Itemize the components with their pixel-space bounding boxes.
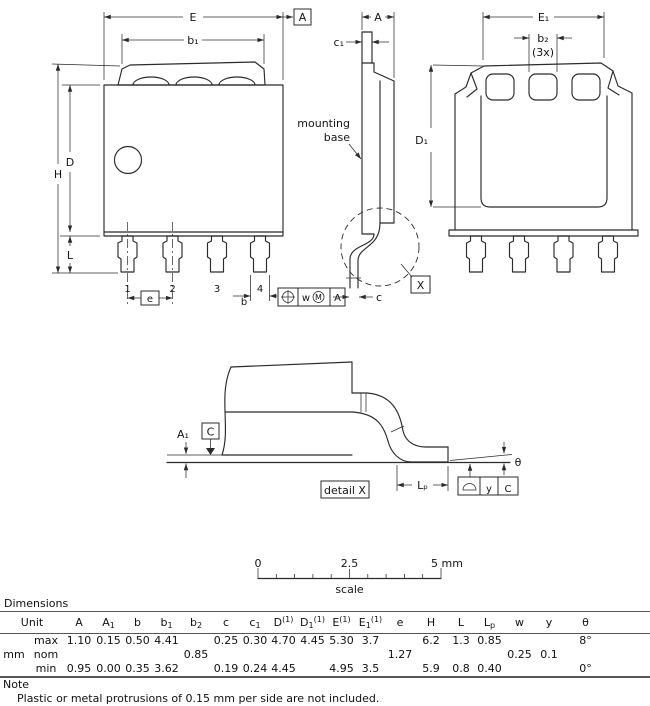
- back-view: [449, 11, 638, 272]
- dim-c1-label: c₁: [333, 36, 344, 49]
- detail-lead-top: [352, 393, 448, 447]
- dimension-b1: [122, 34, 264, 64]
- dim-b1-label: b₁: [187, 34, 199, 47]
- dim-value: 3.62: [154, 662, 179, 675]
- front-view: [52, 9, 345, 308]
- tolerance-datum-c-label: C: [504, 484, 512, 495]
- dimension-E: [104, 9, 311, 80]
- dim-value: 0.85: [477, 634, 502, 647]
- tab-bump: [176, 77, 212, 85]
- dimensions-section-label: Dimensions: [4, 597, 69, 610]
- col-header-c1: $c_1$: [241, 612, 269, 634]
- dim-value: [447, 648, 475, 662]
- dim-value: 0.1: [540, 648, 558, 661]
- dim-value: [298, 662, 327, 677]
- datum-C-symbol: [202, 423, 219, 455]
- row-label: min: [35, 662, 57, 675]
- spacer-cell: [608, 634, 650, 649]
- row-label: nom: [33, 648, 59, 661]
- scale-bar: [255, 557, 463, 596]
- dim-value: [563, 648, 608, 662]
- dim-value: 0.35: [125, 662, 150, 675]
- unit-cell: mm: [3, 648, 25, 661]
- dim-value: [298, 648, 327, 662]
- col-header-b1: $b_1$: [152, 612, 181, 634]
- col-header-D1: $D_1^{(1)}$: [298, 612, 327, 634]
- pin-4: [251, 236, 270, 272]
- position-symbol: [281, 290, 295, 304]
- col-header-E1: $E_1^{(1)}$: [356, 612, 385, 634]
- scale-label: scale: [335, 583, 364, 596]
- dim-value: 0.15: [96, 634, 121, 647]
- mmc-m-label: M: [315, 293, 322, 302]
- col-header-spacer: [608, 612, 650, 634]
- dimensions-table: [0, 611, 650, 678]
- col-header-c: c: [211, 612, 241, 634]
- tab-hole-2: [529, 74, 557, 100]
- dim-E-label: E: [189, 11, 197, 24]
- dim-value: [535, 634, 563, 649]
- tab-wing-left: [467, 73, 477, 97]
- tolerance-datum-label: A: [334, 293, 341, 304]
- dimension-c1: [334, 36, 389, 49]
- pin-number-1: 1: [124, 284, 131, 295]
- dim-b-label: b: [240, 297, 248, 308]
- dim-value: 1.10: [66, 634, 92, 647]
- tolerance-w-label: w: [301, 293, 311, 304]
- dim-value: [152, 648, 181, 662]
- dim-value: 0.40: [477, 662, 502, 675]
- dimension-theta: [450, 442, 522, 475]
- datum-C-label: C: [206, 425, 215, 439]
- dim-value: 0.25: [213, 634, 239, 647]
- dimension-L: [67, 236, 74, 273]
- dim-value: 3.5: [361, 662, 380, 675]
- dim-value: [475, 648, 504, 662]
- col-header-A1: $A_1$: [94, 612, 123, 634]
- dim-b2-count: (3x): [531, 46, 555, 59]
- note-block: [3, 678, 379, 705]
- mounting-base-callout: [297, 117, 361, 159]
- scale-tick-mid: 2.5: [340, 557, 359, 570]
- table-row-min: [0, 662, 650, 677]
- dim-value: 5.30: [329, 634, 354, 647]
- dim-value: [181, 634, 211, 649]
- col-header-b2: $b_2$: [181, 612, 211, 634]
- dimension-Lp: [397, 465, 448, 492]
- dim-value: [504, 662, 535, 677]
- dimension-b2: [514, 32, 572, 72]
- dim-value: [415, 648, 447, 662]
- profile-tolerance-frame: [458, 464, 518, 495]
- dim-value: 3.7: [361, 634, 380, 647]
- table-header-row: [0, 612, 650, 634]
- dim-theta-label: θ: [514, 456, 522, 469]
- row-label: max: [34, 634, 58, 647]
- dim-value: 6.2: [422, 634, 440, 647]
- col-header-y: y: [535, 612, 563, 634]
- pin1-indicator-circle: [115, 147, 142, 174]
- col-header-A: A: [64, 612, 94, 634]
- dimension-e: [128, 291, 173, 305]
- mmc-modifier-symbol: [313, 292, 324, 303]
- dim-value: 0.8: [452, 662, 470, 675]
- dimension-b: [233, 275, 277, 308]
- dim-L-label: L: [66, 249, 74, 262]
- dim-A-label: A: [374, 11, 382, 24]
- dim-value: 4.70: [271, 634, 296, 647]
- dim-value: 1.27: [387, 648, 413, 661]
- dim-value: 5.9: [422, 662, 440, 675]
- dim-value: [327, 648, 356, 662]
- dim-e-label: e: [146, 294, 154, 305]
- tab-outline: [118, 62, 265, 85]
- dim-value: 0.85: [183, 648, 209, 661]
- scale-tick-0: 0: [254, 557, 262, 570]
- package-body: [104, 85, 283, 236]
- dim-c-label: c: [375, 291, 383, 304]
- dim-value: [504, 634, 535, 649]
- col-header-E: $E^{(1)}$: [327, 612, 356, 634]
- dimension-H: [52, 64, 120, 273]
- pin-number-2: 2: [169, 284, 176, 295]
- pin-3: [208, 236, 227, 272]
- lead-bend-outer: [350, 234, 374, 288]
- dim-D-label: D: [65, 156, 75, 169]
- dim-value: 0.00: [96, 662, 121, 675]
- table-row-nom: [0, 648, 650, 662]
- dim-Lp-label: Lₚ: [417, 479, 428, 492]
- dim-b2-label: b₂: [537, 32, 549, 45]
- dim-value: [181, 662, 211, 677]
- col-header-e: e: [385, 612, 415, 634]
- dim-value: 0.30: [242, 634, 268, 647]
- back-pin-1: [467, 236, 486, 272]
- pin-number-3: 3: [213, 284, 221, 295]
- profile-symbol: [463, 484, 476, 490]
- dim-value: [64, 648, 94, 662]
- dim-value: 0.95: [66, 662, 92, 675]
- tab-hole-3: [572, 74, 600, 100]
- exposed-pad-outline: [481, 96, 607, 207]
- dimension-D1: [415, 65, 483, 207]
- detail-label: detail X: [324, 484, 366, 497]
- mounting-base-label-line2: base: [323, 131, 350, 144]
- dim-value: [535, 662, 563, 677]
- dimension-A1: [177, 428, 189, 478]
- col-header-D: $D^{(1)}$: [269, 612, 298, 634]
- tab-bump: [133, 77, 169, 85]
- dim-A1-label: A₁: [177, 428, 189, 441]
- datum-A-flag: A: [298, 11, 307, 24]
- dim-value: [269, 648, 298, 662]
- dim-value: [241, 648, 269, 662]
- scale-tick-end: 5 mm: [431, 557, 463, 570]
- tab-slant: [374, 72, 394, 81]
- note-title: Note: [3, 678, 30, 691]
- detail-view: [167, 362, 522, 498]
- back-pin-4: [599, 236, 618, 272]
- dim-value: [385, 634, 415, 649]
- dim-value: 8°: [579, 634, 592, 647]
- back-pin-2: [510, 236, 529, 272]
- dim-value: 1.3: [452, 634, 470, 647]
- mounting-base-label-line1: mounting: [297, 117, 350, 130]
- col-header-Lp: $L_p$: [475, 612, 504, 634]
- dim-E1-label: E₁: [537, 11, 550, 24]
- unit-cell: [0, 662, 28, 677]
- dim-value: 4.95: [329, 662, 354, 675]
- back-pin-3: [554, 236, 573, 272]
- dim-value: 4.45: [300, 634, 325, 647]
- dim-D1-label: D₁: [415, 134, 428, 147]
- col-header-theta: θ: [563, 612, 608, 634]
- dim-value: [385, 662, 415, 677]
- bend-tangent-tick: [391, 426, 404, 432]
- col-header-L: L: [447, 612, 475, 634]
- dimension-D: [60, 85, 100, 236]
- unit-cell: [0, 634, 28, 649]
- spacer-cell: [608, 648, 650, 662]
- tab-bump: [219, 77, 255, 85]
- tolerance-y-label: y: [486, 484, 492, 495]
- lead-bend-inner: [358, 223, 380, 288]
- dim-H-label: H: [53, 168, 63, 181]
- dim-value: [94, 648, 123, 662]
- note-text: Plastic or metal protrusions of 0.15 mm per side are not included.: [17, 692, 380, 705]
- dim-value: [211, 648, 241, 662]
- dim-value: 0.19: [213, 662, 239, 675]
- dim-value: 4.45: [271, 662, 296, 675]
- dim-value: 0.50: [125, 634, 150, 647]
- datum-triangle: [206, 448, 215, 455]
- dimension-A: [362, 11, 394, 78]
- spacer-cell: [608, 662, 650, 677]
- dim-value: [123, 648, 152, 662]
- dim-value: 0.24: [242, 662, 268, 675]
- col-header-unit: Unit: [0, 612, 64, 634]
- tab-hole-1: [486, 74, 514, 100]
- col-header-H: H: [415, 612, 447, 634]
- col-header-b: b: [123, 612, 152, 634]
- table-row-max: [0, 634, 650, 649]
- dim-value: 4.41: [154, 634, 179, 647]
- detail-body-top: [231, 362, 352, 367]
- dim-value: [356, 648, 385, 662]
- dim-value: 0°: [579, 662, 592, 675]
- back-rail: [449, 230, 638, 236]
- detail-X-flag: X: [416, 279, 425, 292]
- dim-value: 0.25: [507, 648, 532, 661]
- detail-body-break: [222, 367, 231, 455]
- detail-label-box: [321, 481, 369, 498]
- col-header-w: w: [504, 612, 535, 634]
- pin-number-4: 4: [256, 284, 264, 295]
